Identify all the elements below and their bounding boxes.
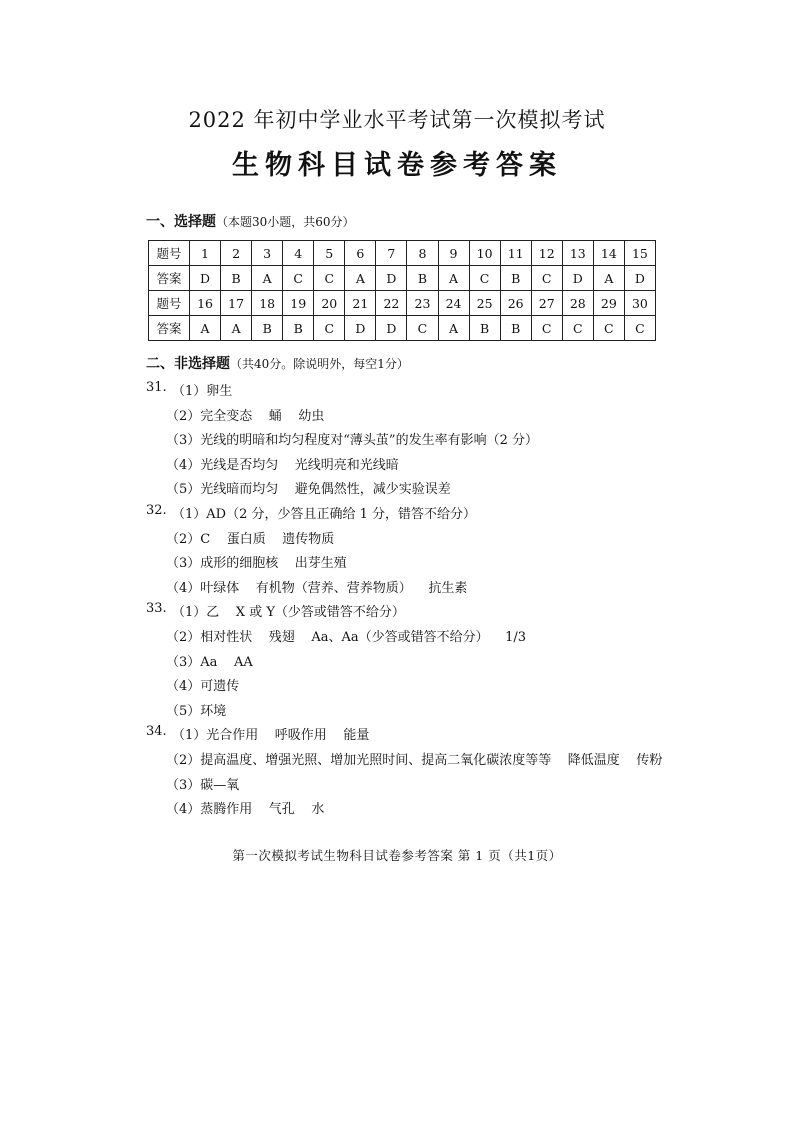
row-label: 题号 — [149, 291, 190, 316]
question-number-cell: 2 — [221, 241, 252, 266]
answer-line: （1）卵生 — [172, 384, 233, 399]
answer-cell: D — [376, 266, 407, 291]
question-number-cell: 12 — [531, 241, 562, 266]
answer-cell: D — [562, 266, 593, 291]
answer-cell: B — [252, 316, 283, 341]
answer-cell: C — [407, 316, 438, 341]
answer-cell: C — [562, 316, 593, 341]
answer-line: （3）Aa AA — [166, 654, 253, 670]
answer-cell: A — [252, 266, 283, 291]
answer-cell: C — [624, 316, 655, 341]
question-number-cell: 15 — [624, 241, 655, 266]
answer-key-title: 生物科目试卷参考答案 — [232, 150, 562, 181]
answer-cell: D — [376, 316, 407, 341]
question-number-cell: 5 — [314, 241, 345, 266]
question-number-cell: 10 — [469, 241, 500, 266]
question-number-cell: 6 — [345, 241, 376, 266]
question-number: 31. — [146, 380, 167, 395]
answer-cell: C — [531, 266, 562, 291]
answer-line: （4）蒸腾作用 气孔 水 — [166, 802, 325, 818]
answer-line: （1）AD（2 分，少答且正确给 1 分，错答不给分） — [172, 507, 477, 522]
question-number-cell: 21 — [345, 291, 376, 316]
question-number-cell: 25 — [469, 291, 500, 316]
answer-line: （1）光合作用 呼吸作用 能量 — [172, 728, 370, 744]
question-number-cell: 9 — [438, 241, 469, 266]
question-number-cell: 29 — [593, 291, 624, 316]
answer-line: （2）C 蛋白质 遗传物质 — [166, 531, 335, 547]
answer-cell: A — [438, 316, 469, 341]
question-number-cell: 3 — [252, 241, 283, 266]
answer-cell: B — [407, 266, 438, 291]
answer-row — [149, 316, 656, 341]
answer-cell: A — [190, 316, 221, 341]
question-number-cell: 11 — [500, 241, 531, 266]
question-number-cell: 20 — [314, 291, 345, 316]
row-label: 答案 — [149, 316, 190, 341]
question-number-cell: 14 — [593, 241, 624, 266]
page-footer: 第一次模拟考试生物科目试卷参考答案 第 1 页（共1页） — [232, 848, 562, 863]
section1-title: 一、选择题 — [146, 214, 216, 230]
question-number: 34. — [146, 724, 167, 740]
answer-line: （3）成形的细胞核 出芽生殖 — [166, 556, 347, 572]
section1-heading — [146, 211, 355, 231]
question-number-cell: 17 — [221, 291, 252, 316]
question-number-cell: 1 — [190, 241, 221, 266]
section1-note: （本题30小题，共60分） — [216, 215, 355, 229]
question-number-cell: 24 — [438, 291, 469, 316]
answer-line: （2）提高温度、增强光照、增加光照时间、提高二氧化碳浓度等等 降低温度 传粉 — [166, 753, 663, 768]
question-number-cell: 4 — [283, 241, 314, 266]
answer-line: （2）完全变态 蛹 幼虫 — [166, 408, 325, 424]
answer-cell: D — [345, 316, 376, 341]
row-label: 答案 — [149, 266, 190, 291]
answer-cell: C — [283, 266, 314, 291]
answer-line: （5）环境 — [166, 703, 227, 719]
question-number-cell: 28 — [562, 291, 593, 316]
question-number-cell: 7 — [376, 241, 407, 266]
question-number-cell: 22 — [376, 291, 407, 316]
section2-title: 二、非选择题 — [146, 356, 230, 372]
answer-cell: A — [221, 316, 252, 341]
answer-cell: A — [593, 266, 624, 291]
answer-cell: C — [314, 266, 345, 291]
answer-cell: B — [221, 266, 252, 291]
answer-cell: D — [624, 266, 655, 291]
answer-line: （4）光线是否均匀 光线明亮和光线暗 — [166, 457, 399, 473]
answer-line: （4）可遗传 — [166, 679, 240, 695]
answer-line: （5）光线暗而均匀 避免偶然性，减少实验误差 — [166, 482, 451, 498]
multiple-choice-answer-table — [148, 240, 656, 341]
question-number-row — [149, 241, 656, 266]
question-number-cell: 13 — [562, 241, 593, 266]
question-number: 33. — [146, 601, 167, 617]
section2-heading — [146, 353, 409, 373]
question-number-cell: 27 — [531, 291, 562, 316]
answer-line: （1）乙 X 或 Y（少答或错答不给分） — [172, 605, 405, 621]
answer-cell: C — [593, 316, 624, 341]
answer-line: （2）相对性状 残翅 Aa、Aa（少答或错答不给分） 1/3 — [166, 630, 527, 645]
question-number-cell: 19 — [283, 291, 314, 316]
answer-cell: B — [283, 316, 314, 341]
answer-cell: B — [469, 316, 500, 341]
question-number-cell: 30 — [624, 291, 655, 316]
question-number-cell: 26 — [500, 291, 531, 316]
section2-note: （共40分。除说明外，每空1分） — [230, 357, 409, 371]
answer-line: （3）碳—氧 — [166, 777, 240, 793]
exam-title: 2022 年初中学业水平考试第一次模拟考试 — [188, 108, 606, 132]
answer-cell: B — [500, 316, 531, 341]
answer-cell: A — [438, 266, 469, 291]
answer-line: （4）叶绿体 有机物（营养、营养物质） 抗生素 — [166, 580, 468, 596]
answer-cell: C — [531, 316, 562, 341]
question-number-cell: 16 — [190, 291, 221, 316]
answer-line: （3）光线的明暗和均匀程度对“薄头茧”的发生率有影响（2 分） — [166, 433, 538, 449]
question-number-cell: 8 — [407, 241, 438, 266]
question-number-cell: 23 — [407, 291, 438, 316]
answer-cell: C — [469, 266, 500, 291]
answer-cell: C — [314, 316, 345, 341]
answer-cell: B — [500, 266, 531, 291]
answer-cell: D — [190, 266, 221, 291]
question-number: 32. — [146, 503, 167, 518]
row-label: 题号 — [149, 241, 190, 266]
question-number-row — [149, 291, 656, 316]
answer-cell: A — [345, 266, 376, 291]
answer-row — [149, 266, 656, 291]
question-number-cell: 18 — [252, 291, 283, 316]
